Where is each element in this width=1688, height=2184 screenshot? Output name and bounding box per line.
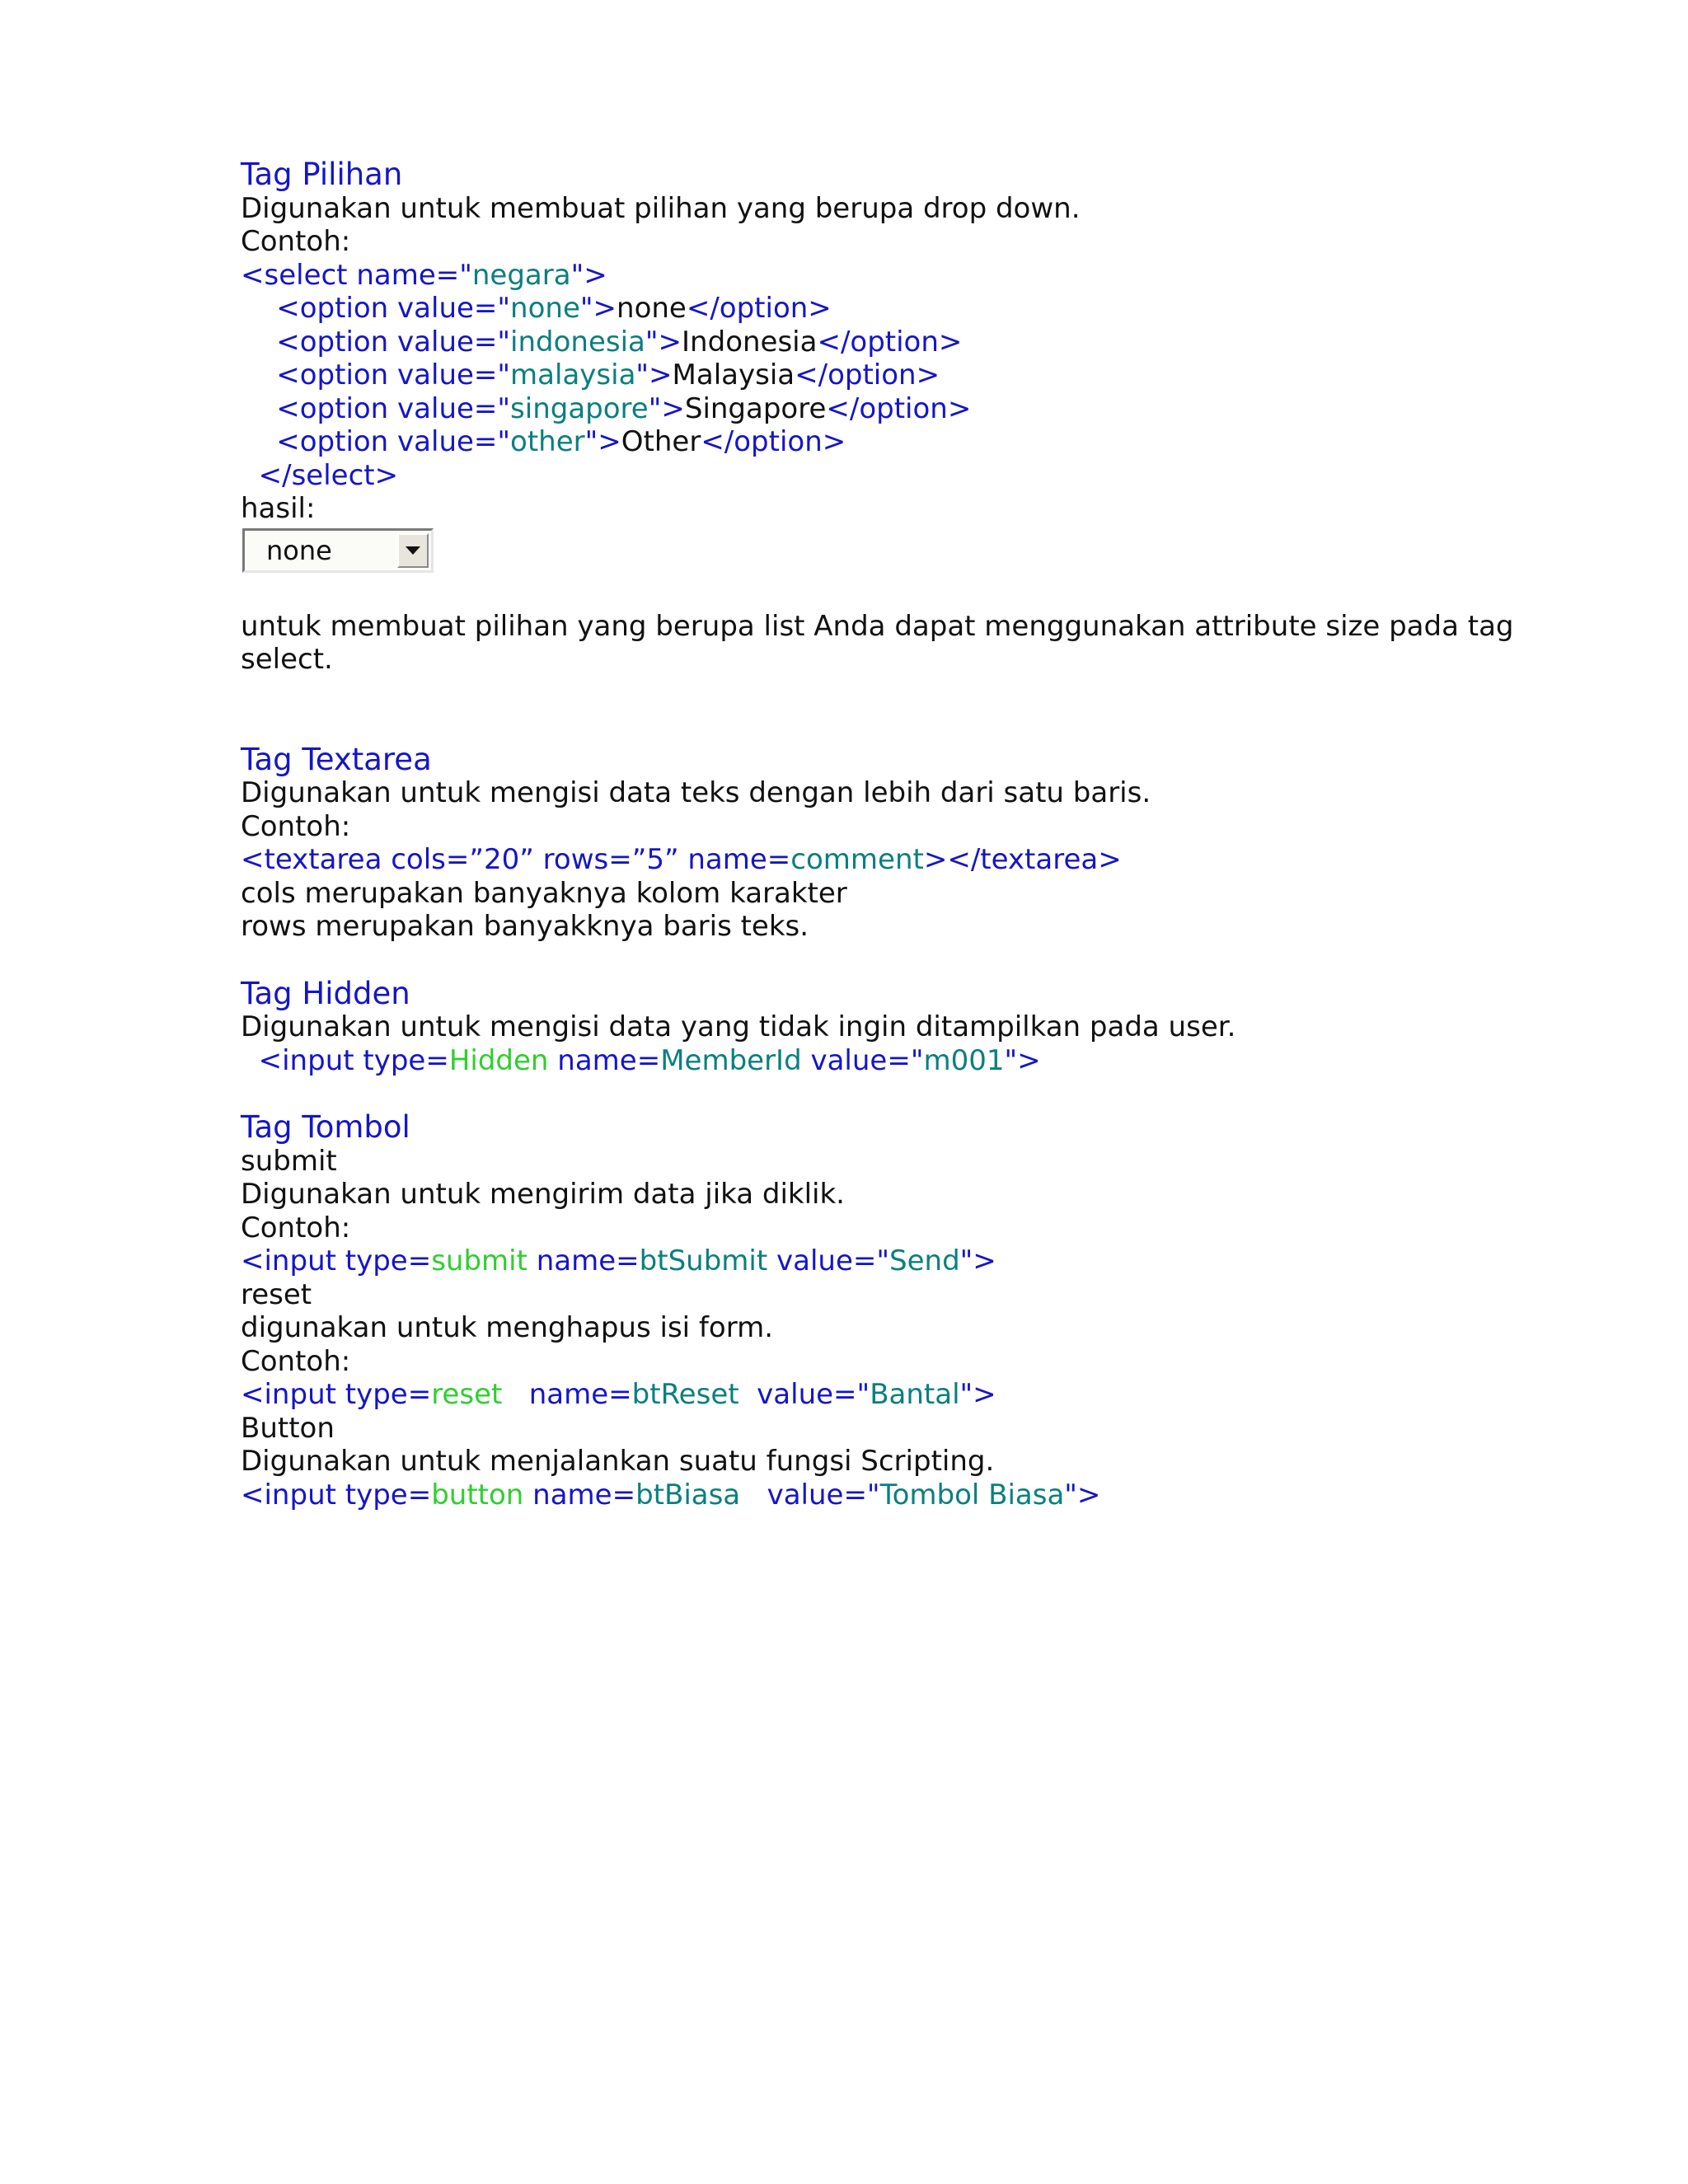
code-token: "> (648, 391, 685, 425)
code-token: </option> (826, 391, 972, 425)
code-token: Bantal (870, 1378, 960, 1411)
code-token: submit (431, 1244, 528, 1277)
code-token: </select> (258, 458, 399, 492)
code-token: name= (548, 1043, 661, 1077)
spacer (241, 573, 1526, 610)
pilihan-description: Digunakan untuk membuat pilihan yang berupa drop down. (241, 191, 1081, 225)
code-token: <option value=" (276, 425, 511, 458)
code-token: btReset (631, 1378, 739, 1411)
code-token: value=" (801, 1043, 924, 1077)
code-reset-input (241, 1378, 1526, 1412)
code-token: m001 (923, 1043, 1005, 1077)
spacer (241, 1077, 1526, 1111)
code-token: reset (431, 1378, 503, 1411)
code-token: </option> (686, 292, 832, 325)
code-token: "> (584, 425, 621, 458)
code-token: <select name=" (241, 258, 472, 292)
section-heading-hidden: Tag Hidden (241, 975, 410, 1011)
code-token: <option value=" (276, 325, 511, 359)
code-token: indonesia (510, 325, 645, 359)
code-token: "> (635, 359, 673, 391)
code-token: "> (1064, 1478, 1101, 1511)
hasil-label: hasil: (241, 492, 316, 525)
textarea-description: Digunakan untuk mengisi data teks dengan lebih dari satu baris. (241, 776, 1151, 809)
textarea-contoh-label: Contoh: (241, 809, 351, 843)
document-page (241, 158, 1526, 1511)
code-token: Singapore (684, 391, 827, 425)
reset-description: digunakan untuk menghapus isi form. (241, 1311, 773, 1344)
submit-contoh-label: Contoh: (241, 1211, 351, 1244)
code-token: value=" (740, 1478, 880, 1511)
pilihan-list-note: untuk membuat pilihan yang berupa list Anda dapat menggunakan attribute size pada tag select. (241, 609, 1514, 676)
submit-title: submit (241, 1144, 337, 1178)
dropdown-selected-value: none (266, 534, 332, 566)
code-token: button (431, 1478, 524, 1511)
code-token: name= (502, 1378, 632, 1411)
code-token: Malaysia (672, 359, 795, 391)
code-token: btBiasa (635, 1478, 741, 1511)
code-token: Other (621, 425, 701, 458)
code-token: none (617, 292, 687, 325)
code-token: btSubmit (639, 1244, 768, 1277)
spacer (241, 944, 1526, 977)
code-option-line (241, 392, 1526, 426)
code-option-line (241, 326, 1526, 359)
negara-dropdown[interactable] (242, 528, 434, 573)
textarea-rows-note: rows merupakan banyakknya baris teks. (241, 910, 809, 943)
code-token: <input type= (241, 1378, 432, 1411)
reset-title: reset (241, 1277, 312, 1311)
code-token: Hidden (448, 1043, 549, 1077)
code-token: <option value=" (276, 391, 511, 425)
code-token: Tombol Biasa (879, 1478, 1065, 1511)
code-submit-input (241, 1244, 1526, 1278)
code-token: "> (645, 325, 682, 359)
section-heading-textarea: Tag Textarea (241, 741, 432, 777)
code-token: name= (527, 1244, 640, 1277)
code-token: value=" (738, 1378, 870, 1411)
spacer (241, 677, 1526, 743)
chevron-down-icon (406, 546, 420, 555)
code-token: "> (959, 1378, 996, 1411)
section-heading-pilihan: Tag Pilihan (241, 157, 403, 192)
code-option-line (241, 292, 1526, 326)
code-option-line (241, 425, 1526, 459)
code-token: <input type= (241, 1478, 432, 1511)
code-token: none (510, 292, 580, 325)
code-token: "> (1004, 1043, 1041, 1077)
code-token: ></textarea> (923, 843, 1122, 876)
code-token: <textarea cols=”20” rows=”5” name= (241, 843, 791, 876)
code-token: "> (579, 292, 617, 325)
code-token: "> (570, 258, 607, 292)
submit-description: Digunakan untuk mengirim data jika diklik. (241, 1178, 845, 1211)
code-token: <input type= (258, 1043, 449, 1077)
code-button-input (241, 1479, 1526, 1512)
code-token: Indonesia (682, 325, 818, 359)
section-heading-tombol: Tag Tombol (241, 1109, 410, 1145)
hidden-description: Digunakan untuk mengisi data yang tidak ingin ditampilkan pada user. (241, 1010, 1236, 1043)
code-token: <input type= (241, 1244, 432, 1277)
code-textarea (241, 843, 1526, 877)
button-title: Button (241, 1411, 335, 1445)
code-token: </option> (795, 359, 940, 391)
code-token: <option value=" (276, 292, 511, 325)
dropdown-arrow-button[interactable] (397, 533, 429, 568)
code-option-line (241, 359, 1526, 392)
code-token: name= (523, 1478, 636, 1511)
code-token: value=" (767, 1244, 890, 1277)
code-token: <option value=" (276, 359, 511, 391)
code-token: </option> (701, 425, 846, 458)
code-token: other (510, 425, 585, 458)
code-hidden-input (241, 1044, 1526, 1078)
code-token: MemberId (660, 1043, 802, 1077)
pilihan-contoh-label: Contoh: (241, 225, 351, 258)
code-token: </option> (817, 325, 963, 359)
code-token: negara (471, 258, 571, 292)
code-token: singapore (510, 391, 649, 425)
button-description: Digunakan untuk menjalankan suatu fungsi Scripting. (241, 1445, 995, 1478)
code-token: malaysia (510, 359, 636, 391)
code-select-close (241, 459, 1526, 493)
code-token: "> (959, 1244, 996, 1277)
textarea-cols-note: cols merupakan banyaknya kolom karakter (241, 876, 847, 910)
code-token: Send (889, 1244, 960, 1277)
reset-contoh-label: Contoh: (241, 1344, 351, 1378)
code-select-open (241, 259, 1526, 293)
code-token: comment (790, 843, 924, 876)
